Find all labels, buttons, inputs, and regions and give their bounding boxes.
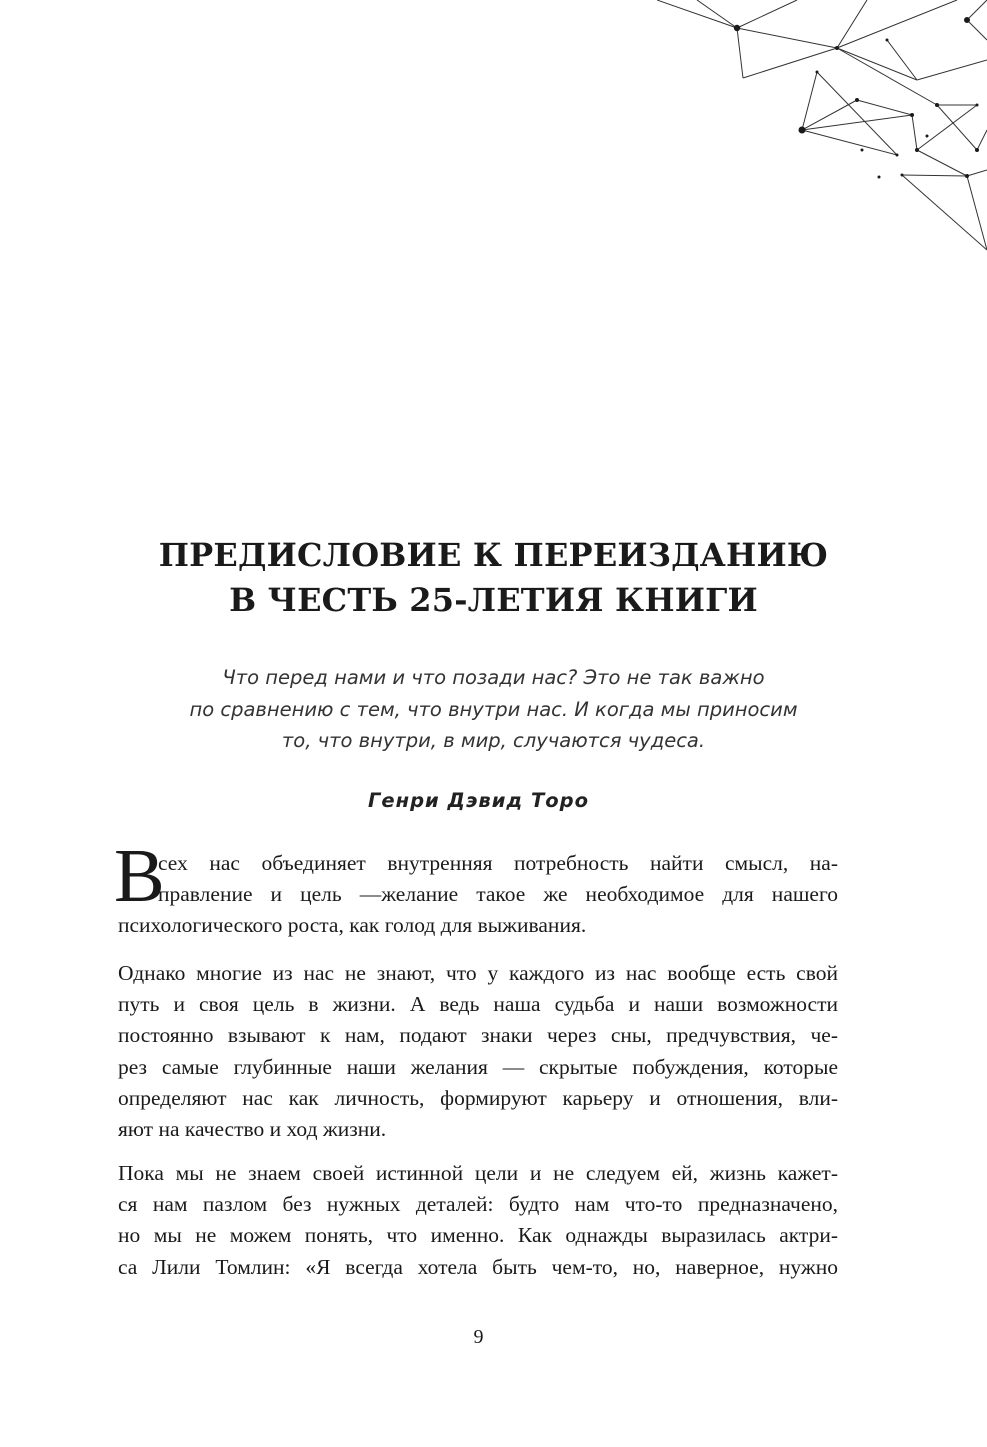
- epigraph-line-3: то, что внутри, в мир, случаются чудеса.: [281, 729, 706, 752]
- paragraph-2-line-4: рез самые глубинные наши желания — скрытые побуждения, которые: [118, 1054, 838, 1079]
- paragraph-2: [118, 958, 838, 1145]
- paragraph-3: [118, 1158, 838, 1283]
- paragraph-2-line-2: путь и своя цель в жизни. А ведь наша судьба и наши возможности: [118, 992, 838, 1017]
- paragraph-1-line-3: психологического роста, как голод для выживания.: [118, 913, 587, 938]
- paragraph-2-line-3: постоянно взывают к нам, подают знаки через сны, предчувствия, че-: [118, 1023, 838, 1048]
- chapter-title: [0, 533, 987, 623]
- paragraph-1-line-1: сех нас объединяет внутренняя потребность найти смысл, на-: [158, 851, 838, 875]
- chapter-title-line-1: ПРЕДИСЛОВИЕ К ПЕРЕИЗДАНИЮ: [158, 536, 829, 574]
- paragraph-1: [118, 848, 838, 942]
- epigraph-author: Генри Дэвид Торо: [367, 789, 590, 812]
- epigraph-line-2: по сравнению с тем, что внутри нас. И когда мы приносим: [189, 697, 798, 721]
- paragraph-1-line-2: правление и цель —желание такое же необходимое для нашего: [158, 882, 838, 907]
- constellation-network-icon: [657, 0, 987, 260]
- paragraph-2-line-6: яют на качество и ход жизни.: [118, 1116, 387, 1141]
- paragraph-3-line-3: но мы не можем понять, что именно. Как однажды выразилась актри-: [118, 1223, 838, 1248]
- paragraph-3-line-4: са Лили Томлин: «Я всегда хотела быть чем-то, но, наверное, нужно: [118, 1254, 838, 1279]
- drop-cap: В: [114, 834, 165, 918]
- chapter-title-line-2: В ЧЕСТЬ 25-ЛЕТИЯ КНИГИ: [229, 581, 758, 619]
- paragraph-3-line-2: ся нам пазлом без нужных деталей: будто нам что-то предназначено,: [118, 1192, 838, 1217]
- epigraph: [0, 662, 987, 757]
- paragraph-2-line-5: определяют нас как личность, формируют карьеру и отношения, вли-: [118, 1085, 838, 1110]
- epigraph-line-1: Что перед нами и что позади нас? Это не так важно: [222, 666, 765, 689]
- paragraph-3-line-1: Пока мы не знаем своей истинной цели и не следуем ей, жизнь кажет-: [118, 1161, 838, 1185]
- paragraph-2-line-1: Однако многие из нас не знают, что у каждого из нас вообще есть свой: [118, 961, 838, 985]
- page-number: 9: [473, 1326, 484, 1348]
